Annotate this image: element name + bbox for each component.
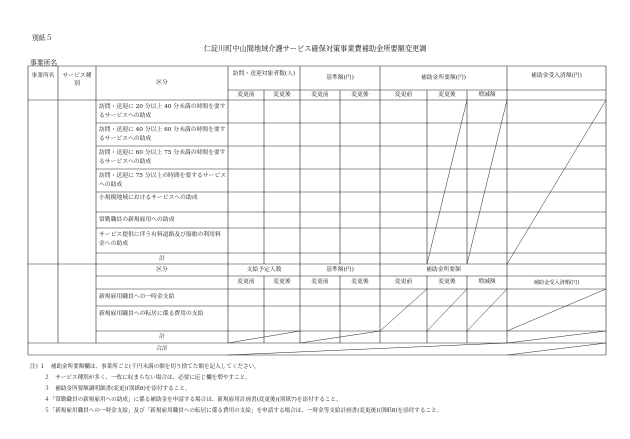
table1-total-label: 計 — [159, 256, 165, 262]
grand-total-label: 合計 — [156, 346, 168, 352]
note-4: ４「常勤職員の新規雇用への助成」に係る補助金を申請する場合は、新規雇用計画書(変更後)(別紙7)を添付すること。 — [44, 397, 342, 403]
subheader-visits-after: 変更後 — [273, 92, 291, 98]
table-row-label: サービス提供に伴う有料道路及び船舶の利用料金への助成 — [99, 232, 221, 247]
subheader-visits-before: 変更前 — [237, 92, 255, 98]
header-office-name: 事業所名 — [31, 73, 55, 79]
page-title: 仁淀川町中山間地域介護サービス確保対策事業費補助金所要額変更調 — [203, 44, 427, 53]
table-row-label: 訪問・送迎に 75 分以上の時間を要するサービスへの助成 — [99, 173, 226, 188]
table2-subheader-base-after: 変更後 — [351, 279, 369, 285]
table-row-label: 小規模地域におけるサービスへの助成 — [99, 195, 198, 201]
subheader-base-before: 変更前 — [311, 92, 329, 98]
table-row-label: 常勤職員の新規雇用への助成 — [99, 217, 175, 223]
table2-subheader-base-before: 変更前 — [311, 279, 329, 285]
table2-header-base-amount: 基準額(円) — [326, 267, 354, 273]
subheader-base-after: 変更後 — [351, 92, 369, 98]
table2-subheader-subsidy-change: 増減額 — [478, 279, 496, 285]
table2-subheader-subsidy-after: 変更後 — [438, 279, 456, 285]
header-category: 区分 — [156, 80, 168, 86]
note-3: ３ 補助金所要額調明細書(変更)(別紙6)を添付すること。 — [44, 386, 191, 392]
subheader-subsidy-before: 変更前 — [394, 92, 413, 98]
office-name-label: 事業所名 — [30, 59, 58, 67]
subheader-subsidy-after: 変更後 — [438, 92, 456, 98]
subheader-subsidy-change: 増減額 — [478, 92, 496, 98]
table2-total-label: 計 — [159, 334, 165, 340]
table2-header-subsidy-required: 補助金所要額 — [426, 267, 461, 273]
header-visits: 訪問・送迎対象者数(人) — [232, 71, 296, 77]
header-subsidy-required: 補助金所要額(円) — [420, 75, 467, 81]
header-base-amount: 基準額(円) — [326, 75, 354, 81]
table2-row-label: 新規雇用職員への転居に係る費用の支給 — [99, 311, 204, 317]
table2-header-category: 区分 — [156, 267, 168, 273]
table-row-label: 訪問・送迎に 40 分以上 60 分未満の時間を要するサービスへの助成 — [99, 127, 226, 142]
table2-header-payment-count: 支給予定人数 — [246, 267, 282, 273]
note-1: 注) １ 補助金所要額欄は、事業所ごと(千円未満の額を切り捨てた額を記入してください。 — [30, 364, 260, 370]
table2-row-label: 新規雇用職員への一時金支給 — [99, 294, 175, 300]
table2-header-subsidy-received: 補助金受入済額(円) — [533, 280, 580, 286]
table2-subheader-count-after: 変更後 — [273, 279, 291, 285]
note-2: ２ サービス種別が多く、一枚に収まらない場合は、必要に応じ欄を増やすこと。 — [44, 375, 251, 381]
table2-subheader-subsidy-before: 変更前 — [394, 279, 413, 285]
header-service-type: サービス種別 — [62, 73, 92, 87]
table2-subheader-count-before: 変更前 — [237, 279, 255, 285]
form-number: 別紙５ — [32, 34, 53, 42]
table-row-label: 訪問・送迎に 20 分以上 40 分未満の時間を要するサービスへの助成 — [99, 104, 226, 119]
note-5: ５「新規雇用職員への一時金支給」及び「新規雇用職員への転居に係る費用の支給」を申請する場合は、一時金等支給計画書(変更後)(別紙8)を添付すること。 — [44, 408, 443, 414]
table-row-label: 訪問・送迎に 60 分以上 75 分未満の時間を要するサービスへの助成 — [99, 150, 226, 165]
header-subsidy-received: 補助金受入済額(円) — [531, 73, 582, 79]
